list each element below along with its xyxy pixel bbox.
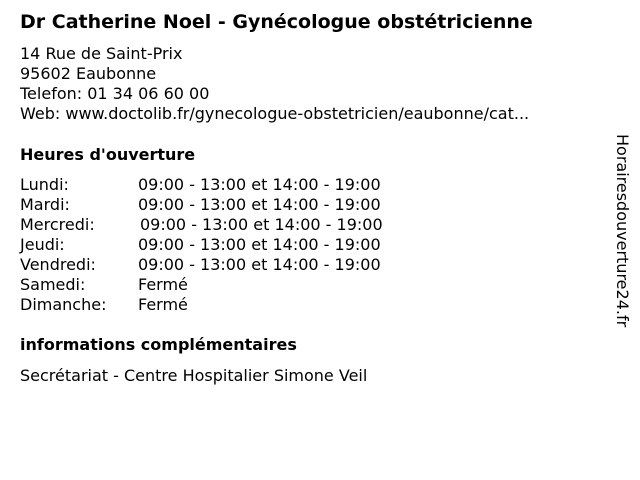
website-link[interactable]: Web: www.doctolib.fr/gynecologue-obstetricien/eaubonne/cat... (20, 104, 530, 123)
day-label: Mercredi: (20, 215, 95, 234)
address-block (20, 44, 529, 124)
info-heading: informations complémentaires (20, 335, 297, 354)
time-value: Fermé (138, 275, 188, 294)
site-brand-watermark: Horairesdouverture24.fr (613, 134, 632, 328)
info-text: Secrétariat - Centre Hospitalier Simone Veil (20, 366, 368, 385)
phone-number[interactable]: Telefon: 01 34 06 60 00 (20, 84, 210, 103)
time-value: 09:00 - 13:00 et 14:00 - 19:00 (138, 255, 381, 274)
time-value: 09:00 - 13:00 et 14:00 - 19:00 (138, 235, 381, 254)
time-value: 09:00 - 13:00 et 14:00 - 19:00 (140, 215, 383, 234)
day-label: Mardi: (20, 195, 70, 214)
hours-heading: Heures d'ouverture (20, 145, 196, 164)
page-title: Dr Catherine Noel - Gynécologue obstétricienne (20, 11, 533, 33)
time-value: Fermé (138, 295, 188, 314)
day-label: Samedi: (20, 275, 86, 294)
day-label: Dimanche: (20, 295, 107, 314)
city-address: 95602 Eaubonne (20, 64, 157, 83)
day-label: Lundi: (20, 175, 69, 194)
day-label: Vendredi: (20, 255, 96, 274)
time-value: 09:00 - 13:00 et 14:00 - 19:00 (138, 175, 381, 194)
street-address: 14 Rue de Saint-Prix (20, 44, 183, 63)
time-value: 09:00 - 13:00 et 14:00 - 19:00 (138, 195, 381, 214)
day-label: Jeudi: (20, 235, 65, 254)
